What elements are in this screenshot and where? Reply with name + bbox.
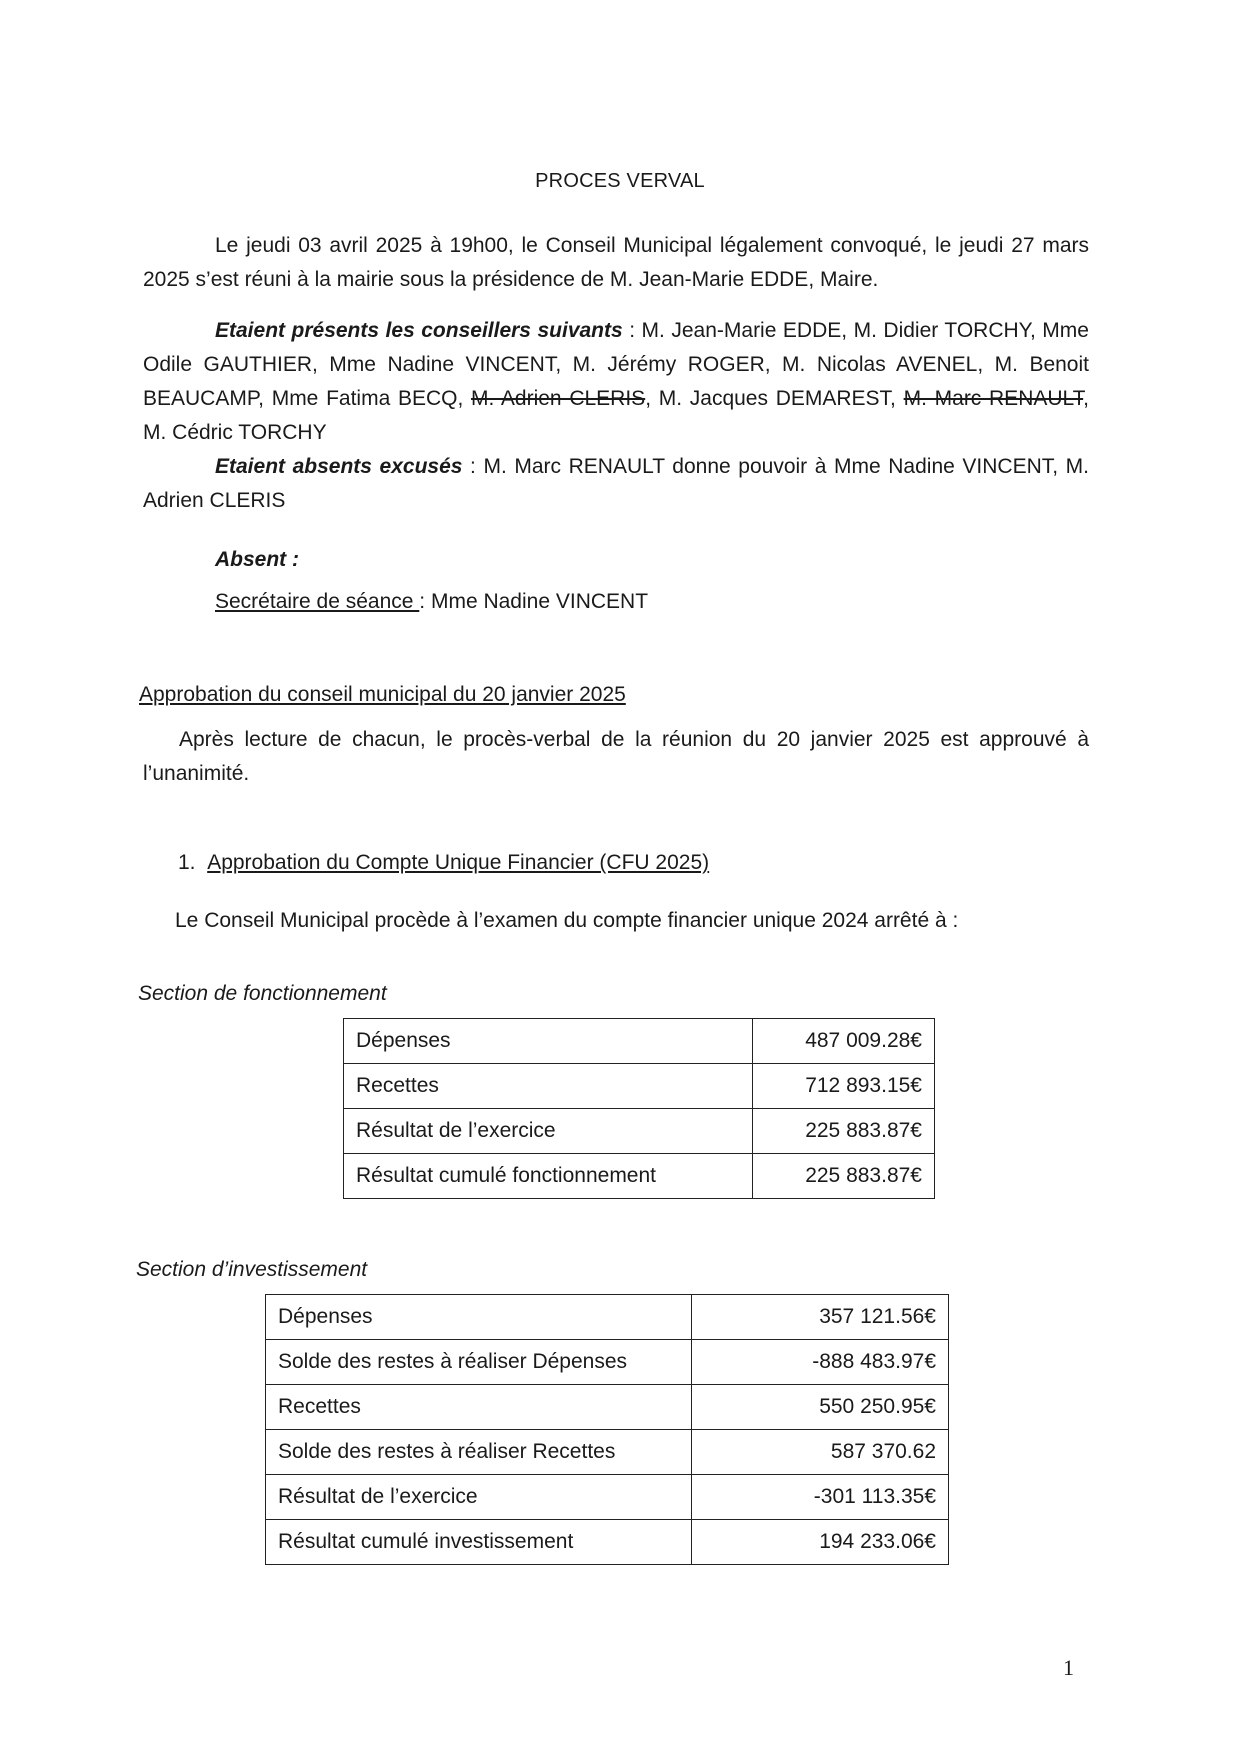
investissement-table xyxy=(265,1294,949,1565)
item1-text: Le Conseil Municipal procède à l’examen du compte financier unique 2024 arrêté à : xyxy=(175,909,959,932)
presents-names-3: , M. Cédric TORCHY xyxy=(143,387,1089,444)
table-row xyxy=(344,1154,935,1199)
item1-paragraph xyxy=(175,904,1075,938)
row-amount: 194 233.06€ xyxy=(692,1520,949,1565)
row-label: Dépenses xyxy=(344,1019,753,1064)
presents-names-1: M. Jean-Marie EDDE, M. Didier TORCHY, Mme Odile GAUTHIER, Mme Nadine VINCENT, M. Jérémy ROGER, M. Nicolas AVENEL, M. Benoit BEAUCAMP, Mme Fatima BECQ, xyxy=(143,319,1089,410)
row-label: Résultat de l’exercice xyxy=(344,1109,753,1154)
approval-heading: Approbation du conseil municipal du 20 janvier 2025 xyxy=(139,683,626,706)
row-label: Recettes xyxy=(344,1064,753,1109)
row-label: Dépenses xyxy=(266,1295,692,1340)
table-row xyxy=(266,1430,949,1475)
page-number: 1 xyxy=(1063,1655,1074,1680)
row-label: Recettes xyxy=(266,1385,692,1430)
secretary-label: Secrétaire de séance xyxy=(215,590,420,613)
table-row xyxy=(344,1109,935,1154)
row-amount: 550 250.95€ xyxy=(692,1385,949,1430)
struck-name-2: M. Marc RENAULT xyxy=(903,387,1084,410)
item1-title: Approbation du Compte Unique Financier (CFU 2025) xyxy=(207,851,710,874)
table-row xyxy=(266,1295,949,1340)
row-amount: 225 883.87€ xyxy=(753,1154,935,1199)
document-title: PROCES VERVAL xyxy=(535,170,705,192)
row-amount: 357 121.56€ xyxy=(692,1295,949,1340)
row-label: Résultat de l’exercice xyxy=(266,1475,692,1520)
row-amount: -888 483.97€ xyxy=(692,1340,949,1385)
fonctionnement-label: Section de fonctionnement xyxy=(138,982,387,1005)
approval-paragraph xyxy=(143,723,1089,791)
table-row xyxy=(266,1340,949,1385)
fonctionnement-table xyxy=(343,1018,935,1199)
investissement-label: Section d’investissement xyxy=(136,1258,368,1281)
item1-number: 1. xyxy=(178,851,196,874)
table-row xyxy=(266,1475,949,1520)
row-amount: 712 893.15€ xyxy=(753,1064,935,1109)
excused-label: Etaient absents excusés xyxy=(215,455,463,478)
approval-text: Après lecture de chacun, le procès-verbal de la réunion du 20 janvier 2025 est approuvé à l’unanimité. xyxy=(143,728,1089,785)
presents-label: Etaient présents les conseillers suivants xyxy=(215,319,623,342)
presents-paragraph xyxy=(143,314,1089,450)
secretary-value: : Mme Nadine VINCENT xyxy=(419,590,649,613)
intro-text: Le jeudi 03 avril 2025 à 19h00, le Conseil Municipal légalement convoqué, le jeudi 27 mars 2025 s’est réuni à la mairie sous la présidence de M. Jean-Marie EDDE, Maire. xyxy=(143,234,1089,291)
excused-separator: : xyxy=(462,455,484,478)
row-amount: 487 009.28€ xyxy=(753,1019,935,1064)
secretary-line xyxy=(215,590,648,614)
row-amount: 587 370.62 xyxy=(692,1430,949,1475)
struck-name-1: M. Adrien CLERIS xyxy=(471,387,646,410)
row-label: Solde des restes à réaliser Dépenses xyxy=(266,1340,692,1385)
row-amount: -301 113.35€ xyxy=(692,1475,949,1520)
table-row xyxy=(344,1019,935,1064)
intro-paragraph xyxy=(143,229,1089,297)
item1-heading xyxy=(178,851,709,875)
row-amount: 225 883.87€ xyxy=(753,1109,935,1154)
excused-paragraph xyxy=(143,450,1089,518)
absent-label: Absent : xyxy=(215,548,299,571)
row-label: Solde des restes à réaliser Recettes xyxy=(266,1430,692,1475)
table-row xyxy=(344,1064,935,1109)
table-row xyxy=(266,1385,949,1430)
table-row xyxy=(266,1520,949,1565)
row-label: Résultat cumulé fonctionnement xyxy=(344,1154,753,1199)
presents-separator: : xyxy=(622,319,642,342)
row-label: Résultat cumulé investissement xyxy=(266,1520,692,1565)
excused-text: M. Marc RENAULT donne pouvoir à Mme Nadine VINCENT, M. Adrien CLERIS xyxy=(143,455,1089,512)
presents-names-2: , M. Jacques DEMAREST, xyxy=(645,387,896,410)
